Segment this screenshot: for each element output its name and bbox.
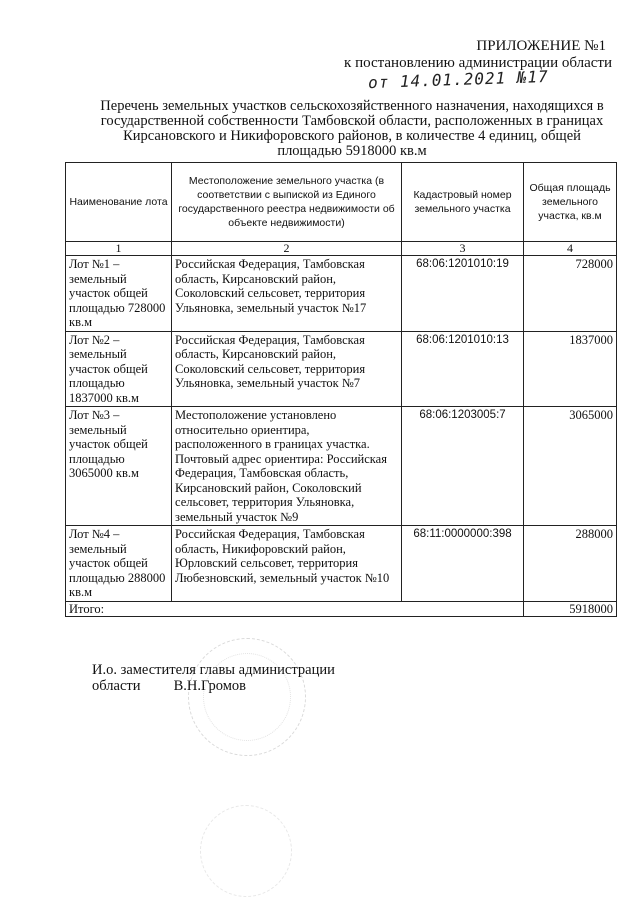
table-row <box>66 526 617 602</box>
plot-location: Российская Федерация, Тамбовская область, Кирсановский район, Соколовский сельсовет, территория Ульяновка, земельный участок №7 <box>172 331 402 407</box>
column-number-row <box>66 242 617 256</box>
table-row <box>66 407 617 526</box>
document-title: Перечень земельных участков сельскохозяйственного назначения, находящихся в государственной собственности Тамбовской области, расположенных в границах Кирсановского и Никифоровского районов, в количестве 4 единиц, общей площадью 5918000 кв.м <box>100 98 604 159</box>
cadastral-number: 68:06:1201010:19 <box>402 256 524 332</box>
plot-location: Местоположение установлено относительно ориентира, расположенного в границах участка. Почтовый адрес ориентира: Российская Федерация, Тамбовская область, Кирсановский район, Соколовский сельсовет, территория Ульяновка, земельный участок №9 <box>172 407 402 526</box>
cadastral-number: 68:06:1203005:7 <box>402 407 524 526</box>
cadastral-number: 68:11:0000000:398 <box>402 526 524 602</box>
plot-location: Российская Федерация, Тамбовская область, Никифоровский район, Юрловский сельсовет, территория Любезновский, земельный участок №10 <box>172 526 402 602</box>
plot-area: 728000 <box>524 256 617 332</box>
header-location: Местоположение земельного участка (в соответствии с выпиской из Единого государственного реестра недвижимости об объекте недвижимости) <box>172 163 402 242</box>
official-seal <box>188 638 306 756</box>
header-area: Общая площадь земельного участка, кв.м <box>524 163 617 242</box>
land-plots-table <box>65 162 617 617</box>
lot-name: Лот №3 – земельный участок общей площадью 3065000 кв.м <box>66 407 172 526</box>
table-header-row <box>66 163 617 242</box>
header-cadastral: Кадастровый номер земельного участка <box>402 163 524 242</box>
appendix-header <box>344 38 612 72</box>
plot-area: 288000 <box>524 526 617 602</box>
handwritten-reference: от 14.01.2021 №17 <box>367 66 550 93</box>
column-number: 2 <box>172 242 402 256</box>
column-number: 1 <box>66 242 172 256</box>
appendix-title: ПРИЛОЖЕНИЕ №1 <box>476 38 606 54</box>
total-label: Итого: <box>66 601 524 616</box>
cadastral-number: 68:06:1201010:13 <box>402 331 524 407</box>
total-value: 5918000 <box>524 601 617 616</box>
signature-block <box>92 662 335 694</box>
column-number: 4 <box>524 242 617 256</box>
plot-area: 1837000 <box>524 331 617 407</box>
plot-location: Российская Федерация, Тамбовская область, Кирсановский район, Соколовский сельсовет, территория Ульяновка, земельный участок №17 <box>172 256 402 332</box>
signatory-position: И.о. заместителя главы администрации <box>92 662 335 678</box>
lot-name: Лот №2 – земельный участок общей площадью 1837000 кв.м <box>66 331 172 407</box>
lot-name: Лот №4 – земельный участок общей площадью 288000 кв.м <box>66 526 172 602</box>
total-row <box>66 601 617 616</box>
plot-area: 3065000 <box>524 407 617 526</box>
appendix-subtitle: к постановлению администрации области <box>344 55 612 71</box>
column-number: 3 <box>402 242 524 256</box>
header-lot: Наименование лота <box>66 163 172 242</box>
signatory-position-cont: области <box>92 678 141 694</box>
table-row <box>66 256 617 332</box>
lot-name: Лот №1 – земельный участок общей площадью 728000 кв.м <box>66 256 172 332</box>
signatory-name: В.Н.Громов <box>173 678 246 694</box>
official-seal-faded <box>200 805 292 897</box>
table-row <box>66 331 617 407</box>
